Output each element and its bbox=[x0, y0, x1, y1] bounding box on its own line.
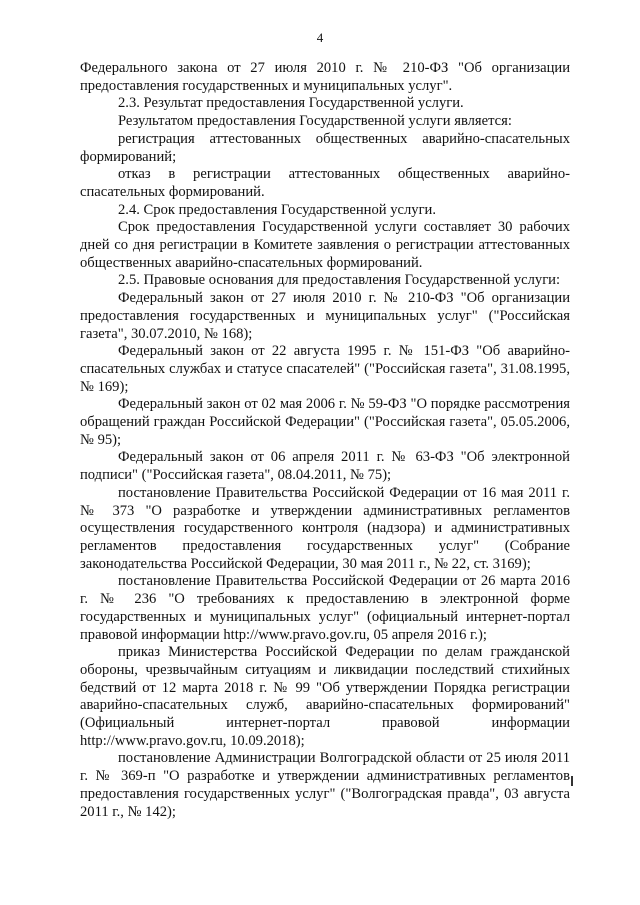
scan-mark bbox=[571, 776, 573, 786]
paragraph: Результатом предоставления Государственной услуги является: bbox=[118, 113, 512, 130]
paragraph: 2.5. Правовые основания для предоставления Государственной услуги: bbox=[118, 272, 561, 289]
paragraph: 2.4. Срок предоставления Государственной услуги. bbox=[118, 201, 437, 218]
paragraph: Федеральный закон от 02 мая 2006 г. № 59-ФЗ "О порядке рассмотрения обращений граждан Российской Федерации" ("Российская газета", 05.05.2006, № 95); bbox=[80, 396, 570, 448]
paragraph: Федеральный закон от 06 апреля 2011 г. № 63-ФЗ "Об электронной подписи" ("Российская газета", 08.04.2011, № 75); bbox=[80, 449, 570, 484]
paragraph: Срок предоставления Государственной услуги составляет 30 рабочих дней со дня регистрации в Комитете заявления о регистрации аттестованных общественных аварийно-спасательных формирований. bbox=[80, 219, 570, 271]
paragraph: постановление Правительства Российской Федерации от 26 марта 2016 г. № 236 "О требованиях к предоставлению в электронной форме государственных и муниципальных услуг" (официальный интернет-портал правовой информации http://www.pravo.gov.ru, 05 апреля 2016 г.); bbox=[80, 573, 570, 643]
paragraph: отказ в регистрации аттестованных общественных аварийно-спасательных формирований. bbox=[80, 166, 570, 200]
paragraph: Федеральный закон от 27 июля 2010 г. № 210-ФЗ "Об организации предоставления государственных и муниципальных услуг" ("Российская газета", 30.07.2010, № 168); bbox=[80, 290, 570, 342]
paragraph: Федерального закона от 27 июля 2010 г. № 210-ФЗ "Об организации предоставления государственных и муниципальных услуг". bbox=[80, 60, 570, 94]
paragraph: регистрация аттестованных общественных аварийно-спасательных формирований; bbox=[80, 130, 570, 165]
document-body bbox=[80, 60, 570, 821]
paragraph: Федеральный закон от 22 августа 1995 г. № 151-ФЗ "Об аварийно-спасательных службах и статусе спасателей" ("Российская газета", 31.08.1995, № 169); bbox=[80, 343, 570, 395]
paragraph: постановление Правительства Российской Федерации от 16 мая 2011 г. № 373 "О разработке и утверждении административных регламентов осуществления государственного контроля (надзора) и административных регламентов предоставления государственных услуг" (Собрание законодательства Российской Федерации, 30 мая 2011 г., № 22, ст. 3169); bbox=[80, 484, 570, 572]
paragraph: 2.3. Результат предоставления Государственной услуги. bbox=[118, 95, 464, 112]
paragraph: постановление Администрации Волгоградской области от 25 июля 2011 г. № 369-п "О разработке и утверждении административных регламентов предоставления государственных услуг" ("Волгоградская правда", 03 августа 2011 г., № 142); bbox=[80, 750, 570, 820]
paragraph: приказ Министерства Российской Федерации по делам гражданской обороны, чрезвычайным ситуациям и ликвидации последствий стихийных бедствий от 12 марта 2018 г. № 99 "Об утверждении Порядка регистрации аварийно-спасательных служб, аварийно-спасательных формирований" (Официальный интернет-портал правовой информации http://www.pravo.gov.ru, 10.09.2018); bbox=[80, 644, 570, 749]
page-number: 4 bbox=[316, 30, 324, 45]
